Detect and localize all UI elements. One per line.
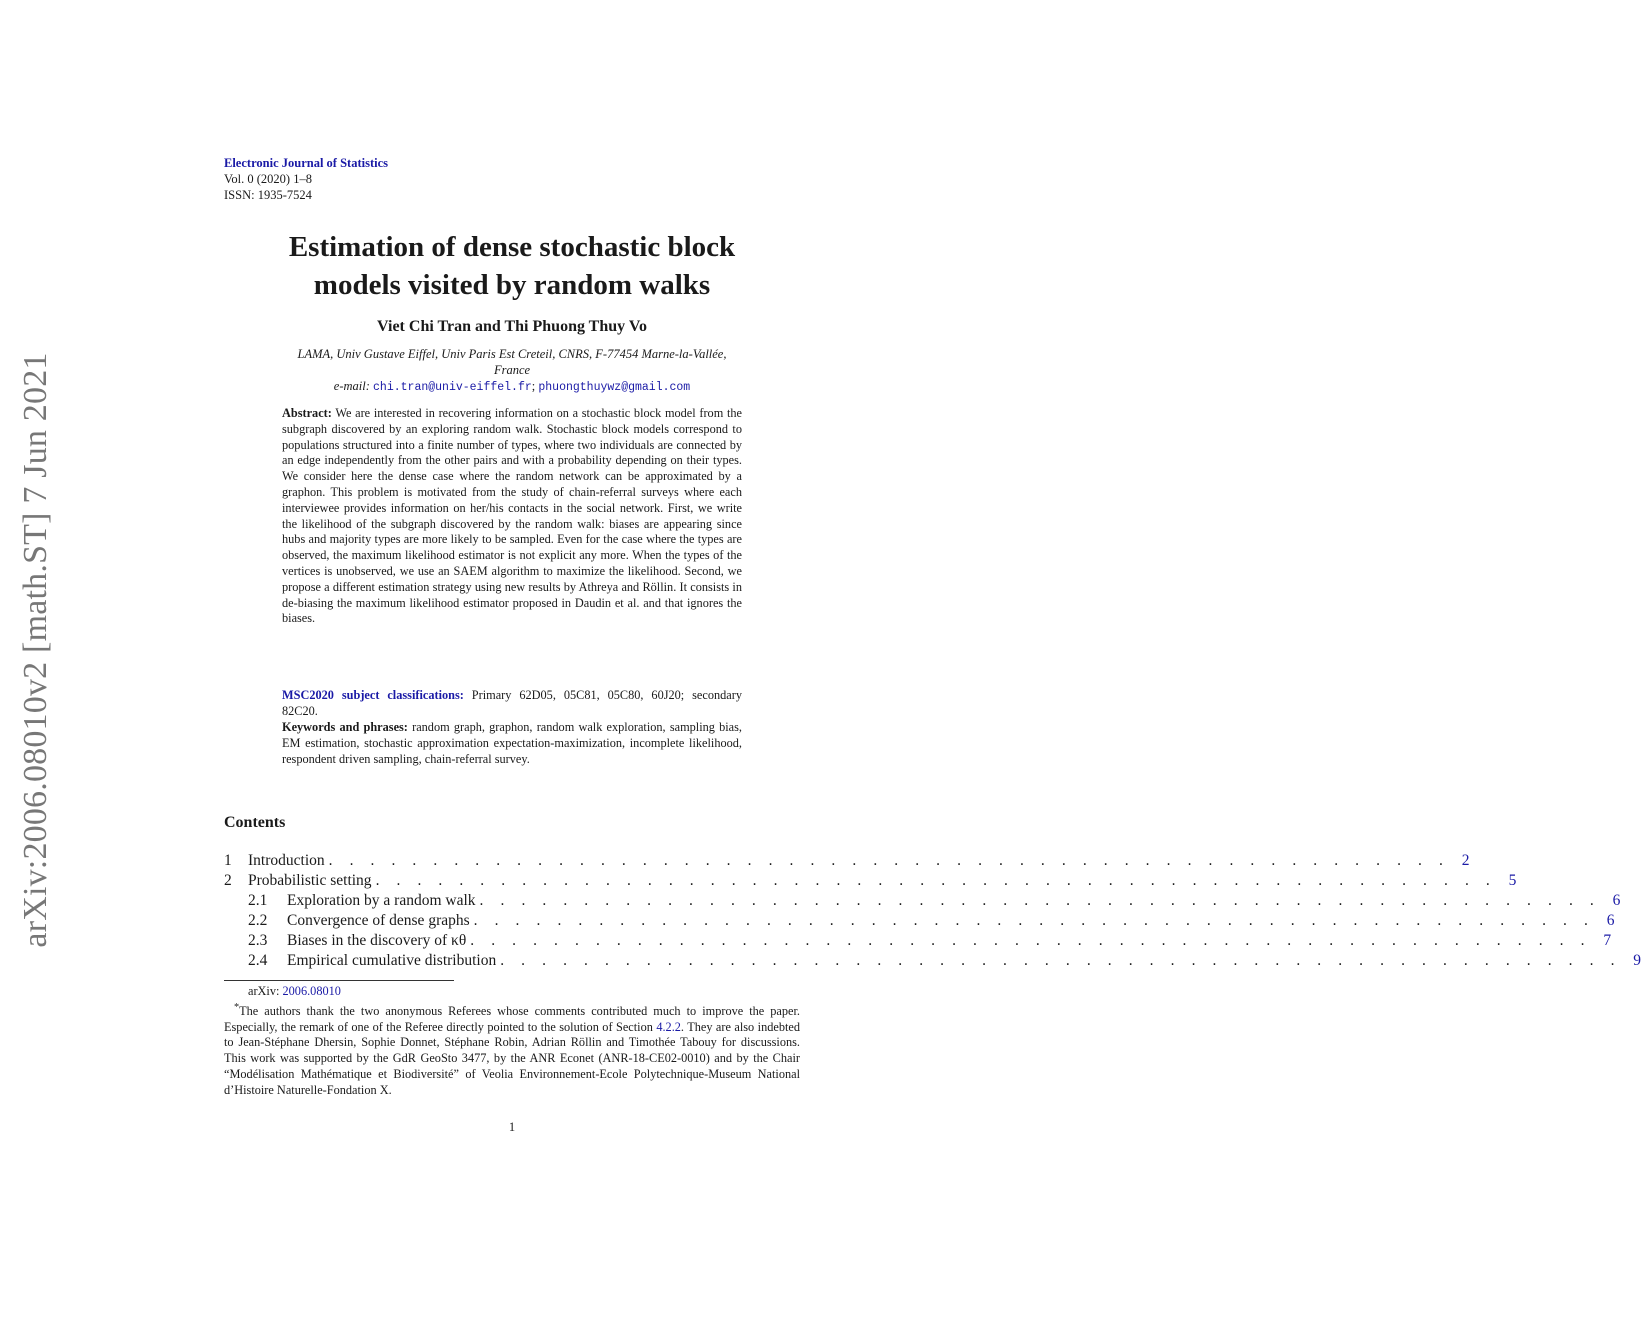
keywords-text: random graph, graphon, random walk exploration, sampling bias, EM estimation, stochastic approximation expectation-maximization, incomplete likelihood, respondent driven sampling, chain-referral survey. <box>282 720 742 766</box>
toc-entry[interactable] <box>224 952 1641 972</box>
toc-dot-leader: . . . . . . . . . . . . . . . . . . . . . . . . . . . . . . . . . . . . . . . . . . . . . . . . . . . . . . <box>479 892 1601 909</box>
toc-entry[interactable] <box>224 872 1517 892</box>
email-link-vo[interactable]: phuongthuywz@gmail.com <box>538 381 691 394</box>
toc-dot-leader: . . . . . . . . . . . . . . . . . . . . . . . . . . . . . . . . . . . . . . . . . . . . . . . . . . . . . . <box>375 872 1497 889</box>
contents-heading: Contents <box>224 814 286 831</box>
email-separator: ; <box>531 379 536 393</box>
paper-authors: Viet Chi Tran and Thi Phuong Thuy Vo <box>377 318 647 335</box>
journal-header <box>224 155 388 203</box>
toc-title: Exploration by a random walk <box>287 892 476 909</box>
footnote-divider <box>224 980 454 981</box>
footnote-arxiv <box>224 984 800 1000</box>
email-prefix: e-mail: <box>333 379 370 393</box>
author-affiliation <box>224 347 800 378</box>
keywords-label: Keywords and phrases: <box>282 720 408 734</box>
paper-title-line-2: models visited by random walks <box>313 269 711 301</box>
footnote-text-part2: . They are also indebted to Jean-Stéphane Dhersin, Sophie Donnet, Stéphane Robin, Adrian Röllin and Timothée Tabouy for discussions. This work was supported by the GdR GeoSto 3477, by the ANR Econet (ANR-18-CE02-0010) and by the Chair “Modélisation Mathématique et Biodiversité” of Veolia Environnement-Ecole Polytechnique-Museum National d’Histoire Naturelle-Fondation X. <box>224 1019 800 1097</box>
toc-page-link[interactable]: 6 <box>1606 912 1615 929</box>
toc-entry[interactable] <box>224 892 1621 912</box>
footnote-arxiv-link[interactable]: 2006.08010 <box>282 984 341 998</box>
toc-page-link[interactable]: 6 <box>1612 892 1621 909</box>
toc-title: Probabilistic setting <box>248 872 372 889</box>
footnote-star: * <box>234 1001 240 1013</box>
toc-page-link[interactable]: 2 <box>1461 852 1470 869</box>
author-emails <box>224 379 800 394</box>
table-of-contents <box>224 852 1641 972</box>
toc-dot-leader: . . . . . . . . . . . . . . . . . . . . . . . . . . . . . . . . . . . . . . . . . . . . . . . . . . . . . . <box>470 932 1592 949</box>
arxiv-identifier: arXiv:2006.08010v2 [math.ST] 7 Jun 2021 <box>17 352 54 948</box>
footnote-section-ref-link[interactable]: 4.2.2 <box>656 1019 681 1034</box>
journal-name-link[interactable]: Electronic Journal of Statistics <box>224 156 388 170</box>
toc-entry[interactable] <box>224 932 1612 952</box>
toc-dot-leader: . . . . . . . . . . . . . . . . . . . . . . . . . . . . . . . . . . . . . . . . . . . . . . . . . . . . . . <box>500 952 1622 969</box>
toc-number: 2.3 <box>248 932 268 949</box>
msc-classifications <box>282 688 742 720</box>
msc-text: Primary 62D05, 05C81, 05C80, 60J20; secondary 82C20. <box>282 688 742 718</box>
toc-number: 2.4 <box>248 952 268 969</box>
msc-label-link[interactable]: MSC2020 subject classifications: <box>282 688 464 702</box>
keywords <box>282 720 742 767</box>
abstract-label: Abstract: <box>282 406 332 420</box>
footnote-arxiv-prefix: arXiv: <box>248 984 280 998</box>
toc-dot-leader: . . . . . . . . . . . . . . . . . . . . . . . . . . . . . . . . . . . . . . . . . . . . . . . . . . . . . . <box>473 912 1595 929</box>
affiliation-line-1: LAMA, Univ Gustave Eiffel, Univ Paris Est Creteil, CNRS, F-77454 Marne-la-Vallée, <box>297 347 727 361</box>
toc-page-link[interactable]: 9 <box>1633 952 1641 969</box>
toc-page-link[interactable]: 5 <box>1508 872 1517 889</box>
toc-number: 2.1 <box>248 892 268 909</box>
toc-number: 1 <box>224 852 232 869</box>
abstract <box>282 406 742 627</box>
footnote-text-part1: The authors thank the two anonymous Referees whose comments contributed much to improve the paper. Especially, the remark of one of the Referee directly pointed to the solution of Section <box>224 1003 800 1034</box>
paper-title-line-1: Estimation of dense stochastic block <box>288 231 736 263</box>
email-link-tran[interactable]: chi.tran@univ-eiffel.fr <box>373 381 532 394</box>
toc-title: Empirical cumulative distribution <box>287 952 497 969</box>
toc-number: 2 <box>224 872 232 889</box>
paper-title <box>200 228 824 304</box>
journal-issn: ISSN: 1935-7524 <box>224 188 312 202</box>
toc-title: Introduction <box>248 852 325 869</box>
toc-entry[interactable] <box>224 912 1615 932</box>
footnote-acknowledgements <box>224 1000 800 1099</box>
toc-title: Biases in the discovery of κθ <box>287 932 467 949</box>
journal-volume: Vol. 0 (2020) 1–8 <box>224 172 312 186</box>
footnote <box>224 984 800 1099</box>
page-number: 1 <box>508 1120 516 1134</box>
affiliation-line-2: France <box>493 362 531 377</box>
toc-page-link[interactable]: 7 <box>1603 932 1612 949</box>
abstract-text: We are interested in recovering information on a stochastic block model from the subgraph discovered by an exploring random walk. Stochastic block models correspond to populations structured into a finite number of types, where two individuals are connected by an edge independently from the other pairs and with a probability depending on their types. We consider here the dense case where the random network can be approximated by a graphon. This problem is motivated from the study of chain-referral surveys where each interviewee provides information on her/his contacts in the social network. First, we write the likelihood of the subgraph discovered by the random walk: biases are appearing since hubs and majority types are more likely to be sampled. Even for the case where the types are observed, the maximum likelihood estimator is not explicit any more. When the types of the vertices is unobserved, we use an SAEM algorithm to maximize the likelihood. Second, we propose a different estimation strategy using new results by Athreya and Röllin. It consists in de-biasing the maximum likelihood estimator proposed in Daudin et al. and that ignores the biases. <box>282 406 742 626</box>
toc-number: 2.2 <box>248 912 268 929</box>
toc-title: Convergence of dense graphs <box>287 912 470 929</box>
toc-entry[interactable] <box>224 852 1470 872</box>
toc-dot-leader: . . . . . . . . . . . . . . . . . . . . . . . . . . . . . . . . . . . . . . . . . . . . . . . . . . . . . . <box>328 852 1450 869</box>
